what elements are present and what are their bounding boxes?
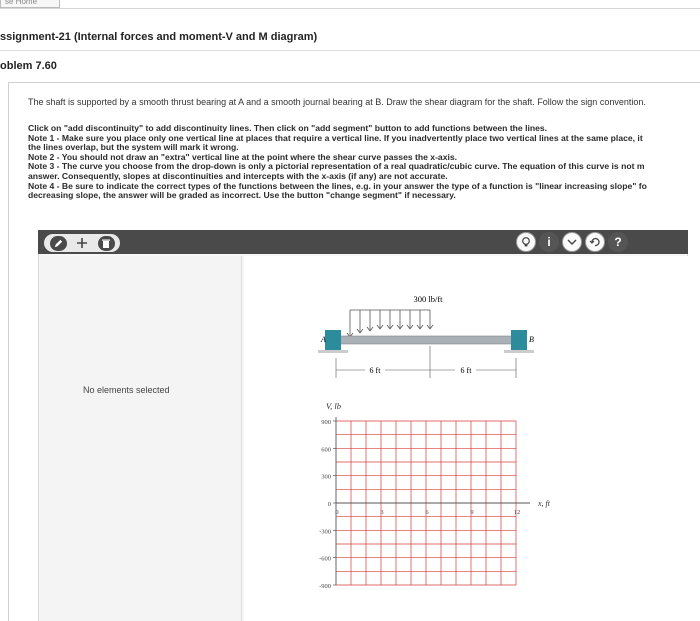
x-tick-label: 3 [380,509,384,516]
dimension-lines [336,346,516,378]
x-tick-label: 9 [470,509,474,516]
instruction-line: Note 2 - You should not draw an "extra" vertical line at the point where the shear curve passes the x-axis. [28,152,458,162]
y-tick-label: -600 [319,555,331,563]
support-base-a [318,350,348,353]
y-axis-label: V, lb [326,401,341,411]
dimension-right-label: 6 ft [460,366,472,375]
y-tick-label: -300 [319,528,331,536]
x-tick-label: 0 [335,509,339,516]
support-a-label: A [321,335,326,344]
shaft [336,336,516,344]
problem-intro: The shaft is supported by a smooth thrust bearing at A and a smooth journal bearing at B. Draw the shear diagram for the shaft. Follow the sign convention. [28,97,646,107]
y-tick-label: 600 [321,446,331,454]
bearing-a [325,330,341,352]
selection-status: No elements selected [83,385,170,395]
top-tab-label: se Home [5,0,38,6]
instruction-line: Note 1 - Make sure you place only one vertical line at places that require a vertical line. If you inadvertently place two vertical lines at the same place, it [28,133,643,143]
instruction-line: the lines overlap, but the system will mark it wrong. [28,143,239,153]
x-tick-label: 12 [513,509,521,516]
instruction-line: Note 4 - Be sure to indicate the correct types of the functions between the lines, e.g. in your answer the type of a function is "linear increasing slope" fo [28,181,647,191]
problem-title: oblem 7.60 [0,60,57,72]
y-tick-label: -900 [319,583,331,590]
y-tick-label: 900 [321,419,331,426]
distributed-load-arrows [347,310,433,337]
instruction-line: decreasing slope, the answer will be graded as incorrect. Use the button "change segment" if necessary. [28,191,456,201]
help-icon: ? [614,235,622,249]
instruction-line: Click on "add discontinuity" to add discontinuity lines. Then click on "add segment" button to add functions between the lines. [28,124,548,133]
assignment-title: ssignment-21 (Internal forces and moment-V and M diagram) [0,31,318,43]
load-label: 300 lb/ft [413,294,443,304]
x-axis-label: x, ft [538,499,550,508]
dimension-left-label: 6 ft [369,366,381,375]
bearing-b [511,330,527,352]
shear-diagram[interactable] [319,401,551,590]
y-tick-label: 0 [327,501,331,508]
y-tick-label: 300 [321,473,331,481]
beam-figure [318,294,534,378]
support-b-label: B [529,335,534,344]
x-tick-label: 6 [425,509,429,516]
instruction-line: answer. Consequently, slopes at discontinuities and intercepts with the x-axis (if any) are not accurate. [28,171,448,181]
info-icon: i [547,235,551,249]
instruction-line: Note 3 - The curve you choose from the drop-down is only a pictorial representation of a real quadratic/cubic curve. The equation of this curve is not m [28,162,645,172]
support-base-b [504,350,534,353]
